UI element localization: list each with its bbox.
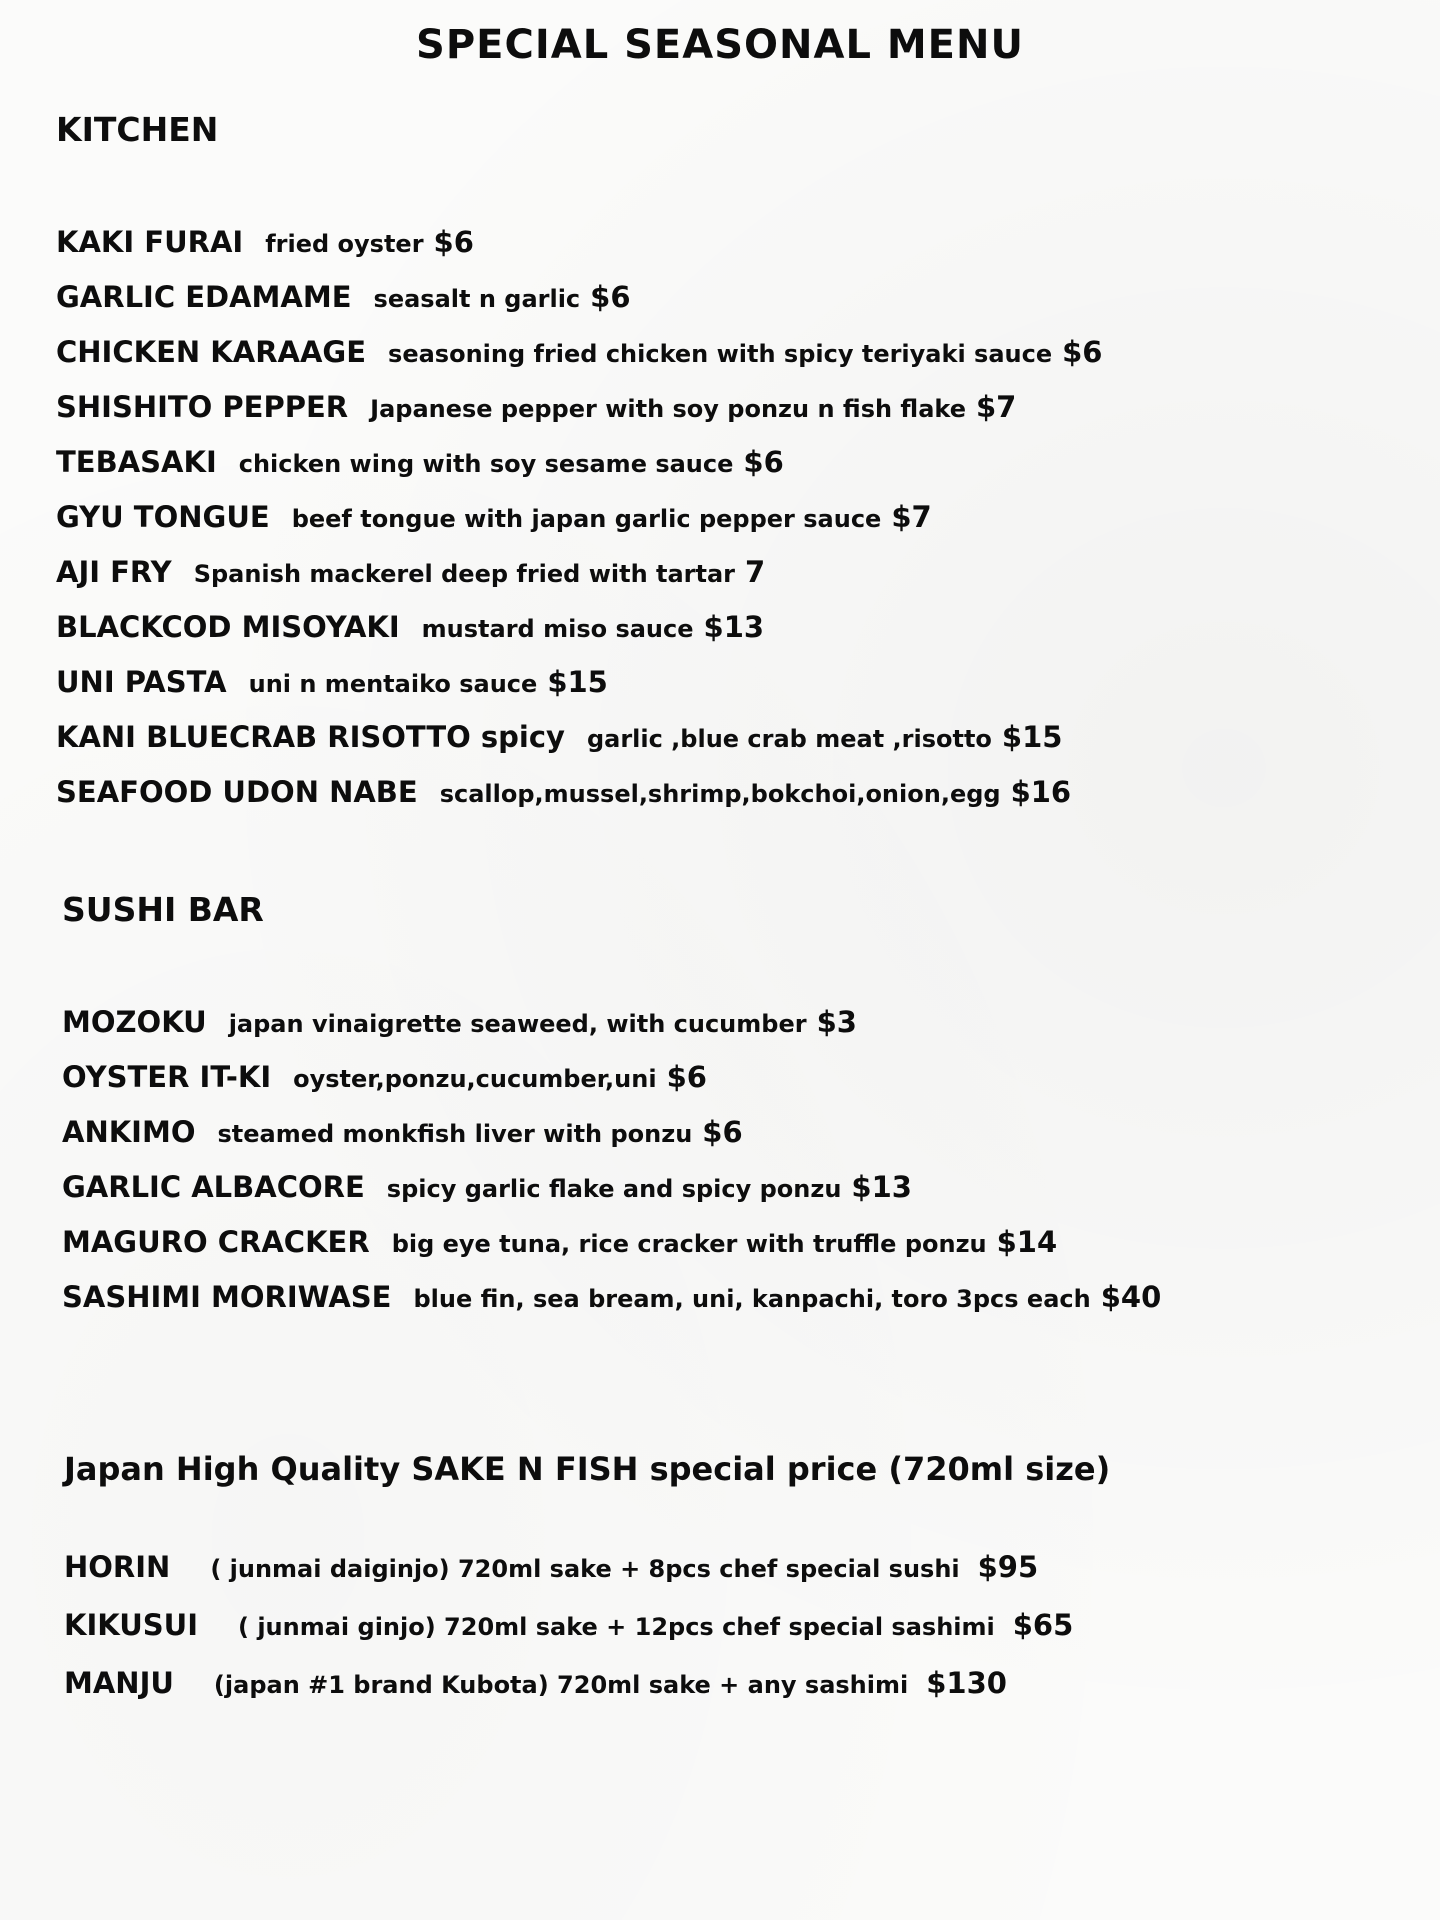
menu-item-name: CHICKEN KARAAGE	[56, 335, 367, 369]
menu-item-price: $6	[743, 445, 784, 479]
menu-item-description: ( junmai daiginjo) 720ml sake + 8pcs chef special sushi	[210, 1555, 960, 1583]
menu-item	[56, 500, 1102, 555]
menu-item-name: SHISHITO PEPPER	[56, 390, 349, 424]
menu-item	[64, 1550, 1073, 1608]
kitchen-list	[56, 225, 1102, 830]
menu-item-price: $15	[547, 665, 608, 699]
menu-item-description: uni n mentaiko sauce	[248, 670, 538, 698]
menu-item-name: MANJU	[64, 1666, 174, 1700]
menu-item	[62, 1115, 1161, 1170]
menu-item	[56, 775, 1102, 830]
menu-item-description: seasoning fried chicken with spicy teriyaki sauce	[388, 340, 1053, 368]
menu-item-name: ANKIMO	[62, 1115, 196, 1149]
menu-item	[56, 280, 1102, 335]
sake-list	[64, 1550, 1073, 1724]
menu-item-name: BLACKCOD MISOYAKI	[56, 610, 400, 644]
menu-item	[62, 1280, 1161, 1335]
menu-item-name: GARLIC ALBACORE	[62, 1170, 365, 1204]
menu-item-description: Japanese pepper with soy ponzu n fish flake	[370, 395, 966, 423]
menu-item-price: $16	[1010, 775, 1072, 809]
menu-title: SPECIAL SEASONAL MENU	[416, 22, 1024, 68]
menu-item-name: GYU TONGUE	[56, 500, 270, 534]
menu-item	[56, 720, 1102, 775]
menu-item-price: $3	[816, 1005, 857, 1039]
menu-item	[56, 390, 1102, 445]
menu-item-name: SASHIMI MORIWASE	[62, 1280, 392, 1314]
menu-item-price: $13	[851, 1170, 912, 1204]
menu-item-description: chicken wing with soy sesame sauce	[238, 450, 734, 478]
menu-item	[62, 1005, 1161, 1060]
menu-item-description: Spanish mackerel deep fried with tartar	[193, 560, 736, 588]
menu-item	[56, 225, 1102, 280]
menu-item-price: $6	[666, 1060, 707, 1094]
menu-item-name: MOZOKU	[62, 1005, 207, 1039]
menu-item-name: SEAFOOD UDON NABE	[56, 775, 418, 809]
menu-item	[64, 1608, 1073, 1666]
menu-item-price: $6	[1062, 335, 1103, 369]
menu-item-description: garlic ,blue crab meat ,risotto	[586, 725, 992, 753]
menu-item-price: $6	[590, 280, 631, 314]
menu-item-name: OYSTER IT-KI	[62, 1060, 272, 1094]
menu-item	[56, 445, 1102, 500]
sake-heading: Japan High Quality SAKE N FISH special price (720ml size)	[64, 1450, 1111, 1488]
sushi-bar-heading: SUSHI BAR	[62, 890, 264, 929]
menu-item-name: KANI BLUECRAB RISOTTO spicy	[56, 720, 565, 754]
menu-item-description: fried oyster	[265, 230, 424, 258]
menu-item-name: HORIN	[64, 1550, 171, 1584]
menu-item	[56, 335, 1102, 390]
menu-item-price: $15	[1001, 720, 1063, 754]
menu-item-description: blue fin, sea bream, uni, kanpachi, toro 3pcs each	[413, 1285, 1091, 1313]
menu-item-name: AJI FRY	[56, 555, 172, 589]
menu-item-description: big eye tuna, rice cracker with truffle ponzu	[391, 1230, 987, 1258]
menu-item-description: seasalt n garlic	[373, 285, 581, 313]
menu-item-price: $40	[1100, 1280, 1162, 1314]
menu-item-price: 7	[745, 555, 766, 589]
menu-item-description: steamed monkfish liver with ponzu	[217, 1120, 693, 1148]
menu-item-price: $7	[891, 500, 932, 534]
menu-item-name: MAGURO CRACKER	[62, 1225, 370, 1259]
menu-item-description: scallop,mussel,shrimp,bokchoi,onion,egg	[439, 780, 1001, 808]
menu-item	[56, 555, 1102, 610]
menu-item-name: KAKI FURAI	[56, 225, 244, 259]
menu-item-description: (japan #1 brand Kubota) 720ml sake + any sashimi	[213, 1671, 909, 1699]
menu-item-description: japan vinaigrette seaweed, with cucumber	[228, 1010, 807, 1038]
menu-item	[64, 1666, 1073, 1724]
menu-item	[62, 1170, 1161, 1225]
menu-item-description: ( junmai ginjo) 720ml sake + 12pcs chef special sashimi	[238, 1613, 995, 1641]
menu-item-description: spicy garlic flake and spicy ponzu	[386, 1175, 842, 1203]
menu-item-price: $14	[996, 1225, 1058, 1259]
menu-item-price: $6	[702, 1115, 743, 1149]
menu-item-price: $7	[976, 390, 1017, 424]
menu-item-price: $13	[703, 610, 765, 644]
kitchen-heading: KITCHEN	[56, 110, 219, 149]
menu-item	[56, 610, 1102, 665]
menu-item	[56, 665, 1102, 720]
menu-item-description: oyster,ponzu,cucumber,uni	[293, 1065, 657, 1093]
menu-item-price: $95	[977, 1550, 1039, 1584]
menu-item-name: KIKUSUI	[64, 1608, 198, 1642]
menu-item-name: GARLIC EDAMAME	[56, 280, 352, 314]
menu-item-description: mustard miso sauce	[421, 615, 694, 643]
menu-item-description: beef tongue with japan garlic pepper sauce	[291, 505, 882, 533]
menu-item	[62, 1225, 1161, 1280]
menu-item	[62, 1060, 1161, 1115]
menu-item-name: UNI PASTA	[56, 665, 227, 699]
menu-item-price: $65	[1012, 1608, 1074, 1642]
sushi-bar-list	[62, 1005, 1161, 1335]
menu-item-price: $6	[433, 225, 474, 259]
menu-item-price: $130	[926, 1666, 1007, 1700]
menu-item-name: TEBASAKI	[56, 445, 217, 479]
